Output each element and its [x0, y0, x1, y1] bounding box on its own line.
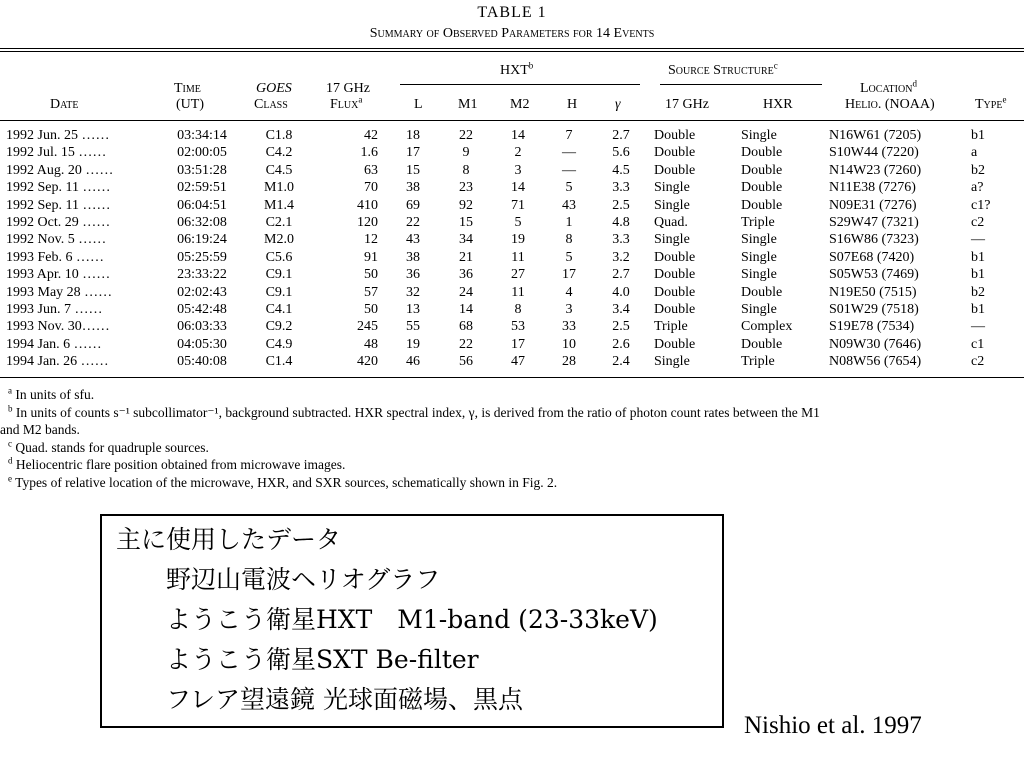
cell-flux: 410: [357, 197, 378, 213]
events-table: [6, 127, 1011, 371]
cell-flux: 48: [364, 336, 378, 352]
cell-structure-17ghz: Single: [654, 180, 690, 196]
footnote-mark-e: e: [1002, 94, 1007, 105]
cell-type: c2: [971, 215, 985, 231]
cell-type: b2: [971, 162, 985, 178]
header-class: Class: [254, 97, 288, 112]
cell-goes-class: C4.2: [265, 145, 293, 161]
cell-gamma: 2.4: [612, 354, 630, 370]
cell-date: 1993 Apr. 10 ……: [6, 267, 111, 283]
cell-gamma: 2.7: [612, 128, 630, 143]
cell-type: —: [971, 319, 985, 335]
header-rule: [0, 120, 1024, 121]
header-hxt-label: HXT: [500, 63, 529, 78]
cell-time: 02:59:51: [177, 180, 227, 196]
cell-flux: 120: [357, 215, 378, 231]
top-rule: [0, 48, 1024, 49]
cell-date: 1994 Jan. 6 ……: [6, 336, 102, 352]
footnote-a-mark: a: [8, 385, 12, 396]
cell-m2: 14: [511, 180, 525, 196]
cell-h: 17: [562, 267, 576, 283]
cell-l: 13: [406, 302, 420, 318]
footnote-a-text: In units of sfu.: [15, 387, 95, 402]
data-source-item: ようこう衛星HXT M1-band (23-33keV): [166, 605, 658, 634]
cell-m1: 9: [462, 145, 470, 161]
data-sources-heading: 主に使用したデータ: [116, 525, 342, 554]
cell-type: b1: [971, 267, 985, 283]
table-row: [6, 127, 1011, 144]
header-time: Time: [174, 81, 201, 96]
cell-structure-hxr: Double: [741, 284, 783, 300]
cell-time: 02:02:43: [177, 284, 227, 300]
cell-structure-17ghz: Double: [654, 284, 696, 300]
cell-structure-17ghz: Single: [654, 197, 690, 213]
cell-location: S07E68 (7420): [829, 249, 915, 265]
header-date: Date: [50, 97, 79, 112]
cell-structure-17ghz: Double: [654, 302, 696, 318]
cell-type: —: [971, 232, 985, 248]
cell-location: S19E78 (7534): [829, 319, 915, 335]
cell-goes-class: C5.6: [265, 249, 293, 265]
cell-h: 4: [565, 284, 573, 300]
cell-m2: 71: [511, 197, 525, 213]
cell-location: S16W86 (7323): [829, 232, 919, 248]
cell-location: S05W53 (7469): [829, 267, 919, 283]
footnote-b-text: In units of counts s⁻¹ subcollimator⁻¹, background subtracted. HXR spectral index, γ, is derived from the ratio of photon count rates between the M1: [15, 404, 820, 420]
cell-flux: 42: [364, 128, 378, 143]
cell-flux: 70: [364, 180, 378, 196]
cell-h: —: [562, 162, 576, 178]
cell-time: 06:32:08: [177, 215, 227, 231]
cell-flux: 12: [364, 232, 378, 248]
header-hxt: [500, 62, 533, 80]
cell-l: 38: [406, 180, 420, 196]
cell-flux: 245: [357, 319, 378, 335]
cell-structure-hxr: Double: [741, 336, 783, 352]
cell-h: 28: [562, 354, 576, 370]
cell-goes-class: M1.0: [264, 180, 294, 196]
table-number: TABLE 1: [477, 4, 547, 21]
table-row: [6, 231, 1011, 248]
cell-time: 03:34:14: [177, 128, 227, 143]
cell-h: 33: [562, 319, 576, 335]
cell-location: N09E31 (7276): [829, 197, 917, 213]
cell-type: c1?: [971, 197, 991, 213]
cell-structure-hxr: Single: [741, 267, 777, 283]
cell-type: c2: [971, 354, 985, 370]
cell-h: 5: [565, 180, 573, 196]
table-row: [6, 197, 1011, 214]
footnote-e-text: Types of relative location of the microwave, HXR, and SXR sources, schematically shown in Fig. 2.: [15, 474, 558, 490]
cell-location: N09W30 (7646): [829, 336, 922, 352]
cell-gamma: 3.4: [612, 302, 630, 318]
header-source-structure: [668, 62, 778, 80]
cell-m2: 27: [511, 267, 525, 283]
cell-structure-17ghz: Double: [654, 145, 696, 161]
cell-m1: 23: [459, 180, 473, 196]
cell-structure-hxr: Double: [741, 180, 783, 196]
cell-date: 1992 Sep. 11 ……: [6, 197, 111, 213]
cell-location: N08W56 (7654): [829, 354, 922, 370]
table-row: [6, 214, 1011, 231]
table-row: [6, 144, 1011, 161]
header-h: H: [567, 97, 578, 112]
footnote-c: [0, 439, 1024, 457]
cell-time: 06:03:33: [177, 319, 227, 335]
cell-h: 5: [565, 249, 573, 265]
header-time-unit: (UT): [176, 97, 204, 112]
cell-structure-17ghz: Single: [654, 232, 690, 248]
source-rule: [660, 84, 822, 85]
cell-type: a: [971, 145, 978, 161]
table-row: [6, 353, 1011, 370]
cell-goes-class: C4.5: [265, 162, 293, 178]
header-source-label: Source Structure: [668, 63, 774, 78]
cell-m2: 14: [511, 128, 525, 143]
cell-structure-hxr: Complex: [741, 319, 793, 335]
cell-goes-class: C1.8: [265, 128, 293, 143]
cell-structure-17ghz: Double: [654, 267, 696, 283]
cell-gamma: 2.5: [612, 197, 630, 213]
cell-flux: 57: [364, 284, 378, 300]
cell-l: 38: [406, 249, 420, 265]
cell-flux: 1.6: [360, 145, 378, 161]
cell-gamma: 5.6: [612, 145, 630, 161]
cell-structure-17ghz: Double: [654, 162, 696, 178]
footnote-d-text: Heliocentric flare position obtained from microwave images.: [15, 457, 346, 472]
cell-gamma: 2.5: [612, 319, 630, 335]
table-row: [6, 249, 1011, 266]
cell-location: N19E50 (7515): [829, 284, 917, 300]
cell-l: 36: [406, 267, 420, 283]
cell-m1: 22: [459, 128, 473, 143]
cell-m2: 2: [514, 145, 522, 161]
cell-l: 43: [406, 232, 420, 248]
cell-type: b2: [971, 284, 985, 300]
data-sources-box: [100, 514, 724, 728]
header-helio: Helio. (NOAA): [845, 97, 935, 112]
cell-m2: 5: [514, 215, 522, 231]
cell-m1: 22: [459, 336, 473, 352]
footnote-c-mark: c: [8, 438, 12, 448]
cell-goes-class: C4.9: [265, 336, 293, 352]
footnote-c-text: Quad. stands for quadruple sources.: [15, 439, 209, 455]
cell-h: 43: [562, 197, 576, 213]
cell-m2: 3: [514, 162, 522, 178]
cell-date: 1992 Sep. 11 ……: [6, 180, 111, 196]
cell-goes-class: C1.4: [265, 354, 293, 370]
cell-structure-hxr: Single: [741, 249, 777, 265]
cell-structure-17ghz: Double: [654, 249, 696, 265]
cell-structure-17ghz: Double: [654, 128, 696, 143]
cell-structure-17ghz: Single: [654, 354, 690, 370]
cell-time: 05:25:59: [177, 249, 227, 265]
cell-type: b1: [971, 128, 985, 143]
footnote-b-mark: b: [8, 403, 13, 413]
cell-m2: 47: [511, 354, 525, 370]
cell-m1: 68: [459, 319, 473, 335]
footnote-mark-a: a: [358, 94, 363, 105]
bottom-rule: [0, 377, 1024, 378]
cell-h: —: [562, 145, 576, 161]
cell-gamma: 3.3: [612, 180, 630, 196]
cell-m1: 21: [459, 249, 473, 265]
header-flux-label: Flux: [330, 97, 359, 112]
cell-h: 1: [565, 215, 573, 231]
table-row: [6, 336, 1011, 353]
cell-location: S10W44 (7220): [829, 145, 919, 161]
events-table-body: [6, 127, 1011, 371]
cell-time: 04:05:30: [177, 336, 227, 352]
cell-h: 8: [565, 232, 573, 248]
table-title: Summary of Observed Parameters for 14 Events: [369, 26, 655, 41]
header-l: L: [414, 97, 423, 112]
table-row: [6, 318, 1011, 335]
cell-m2: 19: [511, 232, 525, 248]
cell-m2: 11: [511, 284, 525, 300]
cell-m1: 8: [462, 162, 470, 178]
data-source-item: ようこう衛星SXT Be-filter: [166, 645, 479, 674]
table-row: [6, 162, 1011, 179]
cell-flux: 50: [364, 267, 378, 283]
header-m2: M2: [510, 97, 530, 112]
cell-location: N11E38 (7276): [829, 180, 916, 196]
cell-date: 1992 Nov. 5 ……: [6, 232, 107, 248]
cell-l: 17: [406, 145, 420, 161]
cell-goes-class: C9.1: [265, 267, 293, 283]
header-type: [975, 96, 1006, 114]
cell-type: b1: [971, 249, 985, 265]
cell-flux: 50: [364, 302, 378, 318]
cell-m1: 36: [459, 267, 473, 283]
cell-time: 23:33:22: [177, 267, 227, 283]
cell-m1: 34: [459, 232, 473, 248]
footnote-mark-d: d: [912, 78, 917, 89]
citation: Nishio et al. 1997: [744, 712, 922, 739]
cell-goes-class: C9.2: [265, 319, 293, 335]
cell-h: 7: [565, 128, 573, 143]
cell-time: 05:40:08: [177, 354, 227, 370]
cell-location: N16W61 (7205): [829, 128, 922, 143]
header-location-label: Location: [860, 81, 913, 96]
cell-l: 22: [406, 215, 420, 231]
header-src-17ghz: 17 GHz: [665, 97, 709, 112]
cell-type: b1: [971, 302, 985, 318]
header-src-hxr: HXR: [763, 97, 793, 112]
cell-structure-hxr: Single: [741, 302, 777, 318]
cell-time: 06:19:24: [177, 232, 227, 248]
footnote-mark-c: c: [773, 60, 778, 71]
cell-date: 1993 Jun. 7 ……: [6, 302, 103, 318]
cell-l: 15: [406, 162, 420, 178]
cell-goes-class: M2.0: [264, 232, 294, 248]
cell-l: 18: [406, 128, 420, 143]
cell-l: 69: [406, 197, 420, 213]
cell-structure-hxr: Single: [741, 128, 777, 143]
header-type-label: Type: [975, 97, 1003, 112]
cell-flux: 63: [364, 162, 378, 178]
cell-gamma: 3.2: [612, 249, 630, 265]
cell-flux: 420: [357, 354, 378, 370]
cell-structure-hxr: Triple: [741, 215, 775, 231]
cell-l: 19: [406, 336, 420, 352]
cell-location: S29W47 (7321): [829, 215, 919, 231]
data-source-item: 野辺山電波ヘリオグラフ: [166, 565, 441, 594]
header-flux: [330, 96, 362, 114]
cell-time: 05:42:48: [177, 302, 227, 318]
cell-m1: 15: [459, 215, 473, 231]
header-flux-freq: 17 GHz: [326, 81, 370, 96]
footnote-b-continued: and M2 bands.: [0, 422, 80, 437]
cell-gamma: 4.5: [612, 162, 630, 178]
cell-l: 55: [406, 319, 420, 335]
cell-time: 03:51:28: [177, 162, 227, 178]
table-row: [6, 266, 1011, 283]
cell-date: 1994 Jan. 26 ……: [6, 354, 109, 370]
cell-structure-17ghz: Quad.: [654, 215, 688, 231]
cell-m2: 17: [511, 336, 525, 352]
header-goes: GOES: [256, 81, 292, 96]
cell-l: 46: [406, 354, 420, 370]
footnote-d-mark: d: [8, 455, 13, 466]
footnote-e: [0, 474, 1024, 492]
cell-m1: 56: [459, 354, 473, 370]
cell-date: 1992 Aug. 20 ……: [6, 162, 114, 178]
footnote-b: [0, 404, 1024, 422]
cell-date: 1993 Feb. 6 ……: [6, 249, 104, 265]
cell-date: 1992 Jul. 15 ……: [6, 145, 107, 161]
cell-date: 1993 Nov. 30……: [6, 319, 110, 335]
cell-structure-hxr: Double: [741, 197, 783, 213]
cell-goes-class: M1.4: [264, 197, 294, 213]
cell-l: 32: [406, 284, 420, 300]
footnote-e-mark: e: [8, 473, 12, 483]
footnote-mark-b: b: [528, 60, 534, 71]
cell-goes-class: C9.1: [265, 284, 293, 300]
header-m1: M1: [458, 97, 478, 112]
cell-gamma: 4.8: [612, 215, 630, 231]
header-gamma: γ: [615, 97, 621, 112]
table-row: [6, 301, 1011, 318]
footnotes: [0, 386, 1024, 491]
table-row: [6, 179, 1011, 196]
cell-structure-17ghz: Triple: [654, 319, 688, 335]
cell-gamma: 2.6: [612, 336, 630, 352]
cell-gamma: 3.3: [612, 232, 630, 248]
cell-gamma: 4.0: [612, 284, 630, 300]
cell-m2: 11: [511, 249, 525, 265]
cell-gamma: 2.7: [612, 267, 630, 283]
cell-m2: 53: [511, 319, 525, 335]
cell-type: a?: [971, 180, 984, 196]
cell-location: N14W23 (7260): [829, 162, 922, 178]
cell-location: S01W29 (7518): [829, 302, 919, 318]
cell-structure-hxr: Double: [741, 162, 783, 178]
cell-structure-hxr: Triple: [741, 354, 775, 370]
cell-time: 02:00:05: [177, 145, 227, 161]
cell-m1: 92: [459, 197, 473, 213]
cell-goes-class: C2.1: [265, 215, 293, 231]
cell-h: 3: [565, 302, 573, 318]
cell-date: 1992 Jun. 25 ……: [6, 128, 110, 143]
cell-h: 10: [562, 336, 576, 352]
cell-goes-class: C4.1: [265, 302, 293, 318]
cell-m1: 24: [459, 284, 473, 300]
cell-structure-hxr: Single: [741, 232, 777, 248]
table-row: [6, 284, 1011, 301]
data-source-item: フレア望遠鏡 光球面磁場、黒点: [166, 685, 523, 714]
cell-date: 1993 May 28 ……: [6, 284, 113, 300]
footnote-d: [0, 456, 1024, 474]
cell-m2: 8: [514, 302, 522, 318]
cell-structure-17ghz: Double: [654, 336, 696, 352]
cell-flux: 91: [364, 249, 378, 265]
cell-date: 1992 Oct. 29 ……: [6, 215, 111, 231]
cell-type: c1: [971, 336, 985, 352]
cell-m1: 14: [459, 302, 473, 318]
footnote-a: [0, 386, 1024, 404]
hxt-rule: [400, 84, 640, 85]
top-rule-2: [0, 51, 1024, 52]
cell-time: 06:04:51: [177, 197, 227, 213]
cell-structure-hxr: Double: [741, 145, 783, 161]
